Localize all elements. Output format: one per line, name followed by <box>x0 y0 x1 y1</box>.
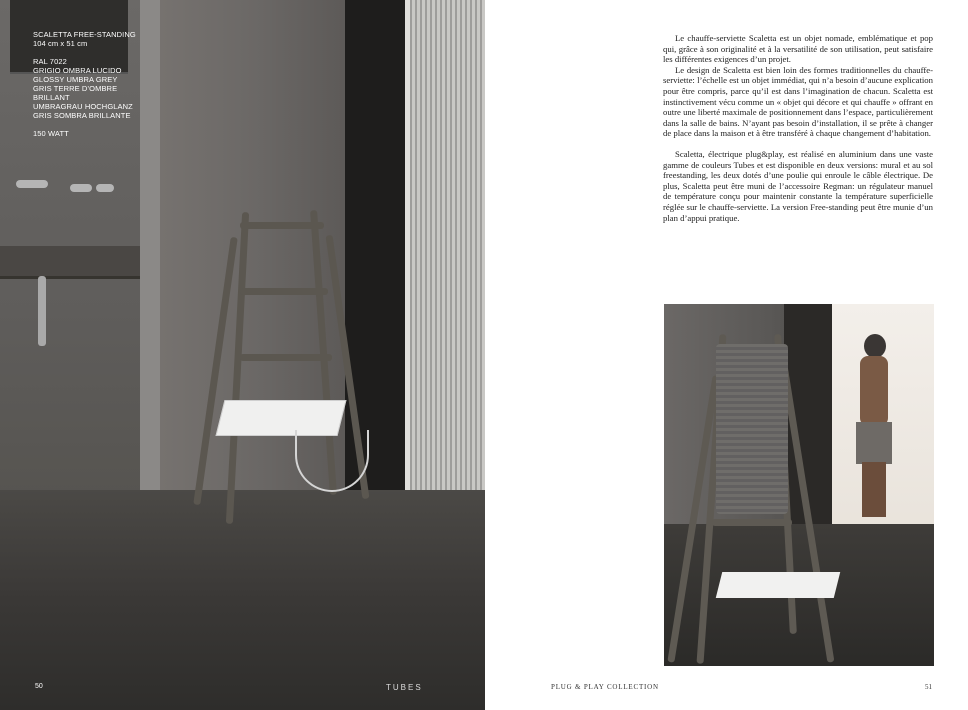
ladder-rung <box>240 354 332 361</box>
sink-counter <box>0 246 162 279</box>
spec-color-name: GRIS TERRE D’OMBRE <box>33 84 118 93</box>
floor <box>0 490 485 710</box>
sink-pipe <box>38 276 46 346</box>
ladder-rung <box>240 288 328 295</box>
ladder-rung <box>240 222 324 229</box>
paragraph: Le design de Scaletta est bien loin des formes traditionnelles du chauffe-serviette: l’échelle est un objet immédiat, qui n’a besoin d’aucune explication pour être compris, parce qu’il est dans l’imagination de chacun. Scaletta est instinctivement vécu comme un « objet qui décore et qui chauffe » offrant en outre une liberté maximale de positionnement dans l’espace, particulièrement dans la salle de bains. N’ayant pas besoin d’installation, il se prête à changer de place dans la maison et à être transféré à chaque changement d’habitation. <box>663 64 933 139</box>
spec-color-code: RAL 7022 <box>33 57 67 66</box>
ladder-shelf <box>716 572 840 598</box>
person-figure <box>854 334 892 514</box>
ladder-rung <box>712 519 792 526</box>
body-text <box>663 33 933 223</box>
grey-towel <box>716 344 788 514</box>
door-frame <box>140 0 162 520</box>
tap-handle <box>96 184 114 192</box>
person-torso <box>860 356 888 426</box>
product-spec <box>33 30 136 138</box>
spec-title: SCALETTA FREE-STANDING <box>33 30 136 39</box>
spec-color-name: GRIGIO OMBRA LUCIDO <box>33 66 122 75</box>
product-photo <box>664 304 934 666</box>
brand-footer: TUBES <box>386 683 423 692</box>
spec-color-name: BRILLANT <box>33 93 70 102</box>
spec-color-name: GRIS SOMBRA BRILLANTE <box>33 111 131 120</box>
paragraph: Scaletta, électrique plug&play, est réalisé en aluminium dans une vaste gamme de couleurs Tubes et est disponible en deux versions: mural et au sol freestanding, les deux dotés d’une poulie qui enroule le câble électrique. De plus, Scaletta peut être muni de l’accessoire Regman: un régulateur manuel de température conçu pour maintenir constante la température superficielle réglée sur le chauffe-serviette. La version Free-standing peut être munie d’un plan d’appui pratique. <box>663 148 933 223</box>
page-number-right: 51 <box>925 683 932 691</box>
person-towel-wrap <box>856 422 892 464</box>
tap-handle <box>70 184 92 192</box>
page-number-left: 50 <box>35 683 43 690</box>
faucet <box>16 180 48 188</box>
spec-dimensions: 104 cm x 51 cm <box>33 39 88 48</box>
paragraph: Le chauffe-serviette Scaletta est un objet nomade, emblématique et pop qui, grâce à son originalité et à la versatilité de son utilisation, peut satisfaire les différentes exigences d’un projet. <box>663 33 933 65</box>
running-head: PLUG & PLAY COLLECTION <box>551 683 659 691</box>
person-head <box>864 334 886 358</box>
spec-color-name: UMBRAGRAU HOCHGLANZ <box>33 102 133 111</box>
right-page <box>485 0 968 710</box>
spec-power: 150 WATT <box>33 129 69 138</box>
spec-color-name: GLOSSY UMBRA GREY <box>33 75 118 84</box>
person-legs <box>862 462 886 517</box>
